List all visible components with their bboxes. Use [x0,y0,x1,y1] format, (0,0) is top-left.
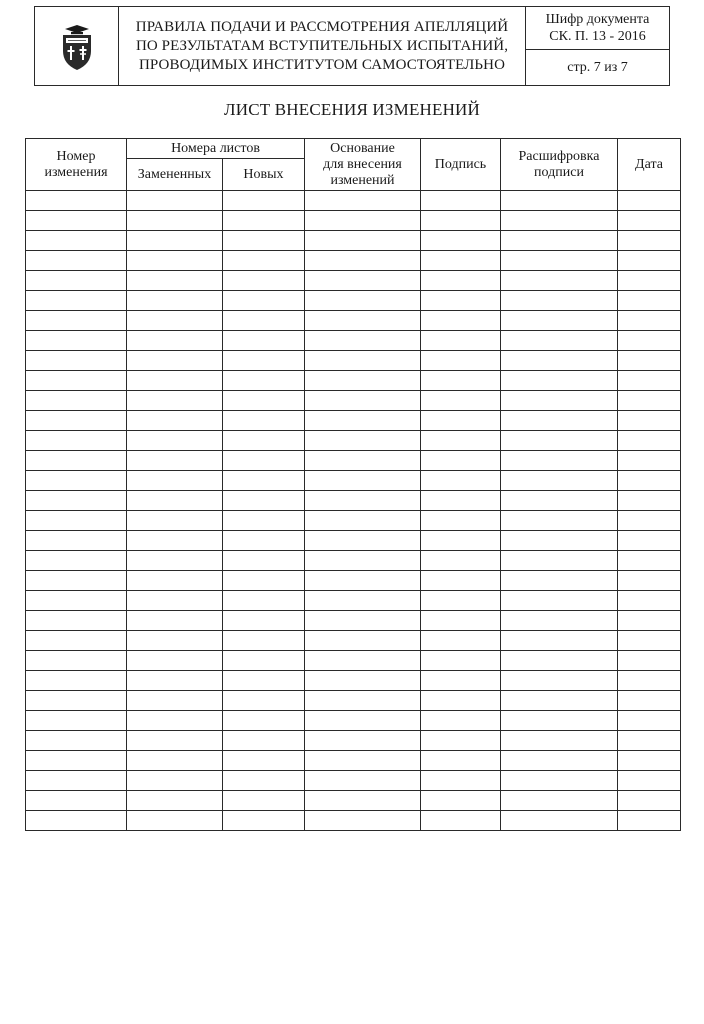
table-cell [223,351,305,371]
table-cell [421,371,501,391]
header-date: Дата [618,139,681,191]
header-change-number-line-1: Номер [56,148,96,164]
table-cell [618,411,681,431]
table-cell [421,451,501,471]
table-cell [127,811,223,831]
code-value: СК. П. 13 - 2016 [549,29,646,44]
table-cell [618,591,681,611]
table-cell [501,671,618,691]
table-cell [421,771,501,791]
table-cell [305,231,421,251]
document-title [119,7,526,85]
table-cell [618,311,681,331]
table-cell [26,791,127,811]
code-label: Шифр документа [545,12,650,27]
table-cell [223,731,305,751]
table-row [26,411,681,431]
table-cell [618,431,681,451]
table-cell [305,651,421,671]
table-cell [127,331,223,351]
table-cell [618,391,681,411]
title-line-1: ПРАВИЛА ПОДАЧИ И РАССМОТРЕНИЯ АПЕЛЛЯЦИЙ [135,18,509,35]
table-cell [305,191,421,211]
table-cell [305,531,421,551]
table-cell [305,571,421,591]
table-cell [501,331,618,351]
table-cell [421,491,501,511]
table-cell [223,711,305,731]
table-cell [223,191,305,211]
table-cell [501,371,618,391]
table-cell [618,371,681,391]
table-cell [305,491,421,511]
table-cell [501,591,618,611]
table-cell [223,531,305,551]
table-cell [421,211,501,231]
table-cell [501,711,618,731]
table-cell [501,571,618,591]
table-cell [26,591,127,611]
table-cell [618,771,681,791]
table-cell [26,231,127,251]
header-basis-line-1: Основание [330,140,395,156]
table-row [26,771,681,791]
table-cell [501,211,618,231]
table-cell [305,671,421,691]
table-cell [223,611,305,631]
table-cell [305,391,421,411]
table-cell [305,771,421,791]
table-cell [127,531,223,551]
table-cell [421,551,501,571]
table-cell [501,691,618,711]
table-cell [223,591,305,611]
table-cell [618,231,681,251]
table-cell [127,491,223,511]
table-cell [421,511,501,531]
table-cell [26,771,127,791]
table-cell [501,791,618,811]
header-decoding-line-2: подписи [534,164,584,180]
table-cell [421,791,501,811]
table-row [26,591,681,611]
table-row [26,611,681,631]
table-cell [305,311,421,331]
table-cell [26,651,127,671]
table-cell [618,631,681,651]
table-row [26,491,681,511]
table-cell [305,351,421,371]
table-cell [501,451,618,471]
table-cell [26,551,127,571]
table-cell [618,531,681,551]
table-cell [421,331,501,351]
table-cell [26,271,127,291]
table-cell [501,651,618,671]
table-cell [618,571,681,591]
table-cell [223,771,305,791]
table-cell [26,611,127,631]
table-cell [26,411,127,431]
table-cell [127,751,223,771]
table-cell [618,211,681,231]
table-cell [618,451,681,471]
table-cell [127,731,223,751]
table-cell [127,771,223,791]
table-cell [421,191,501,211]
table-cell [421,591,501,611]
table-cell [223,231,305,251]
table-cell [26,711,127,731]
table-cell [223,751,305,771]
table-cell [501,551,618,571]
table-cell [305,691,421,711]
table-cell [127,471,223,491]
document-header [34,6,670,86]
table-cell [305,211,421,231]
table-cell [421,431,501,451]
table-cell [305,631,421,651]
table-row [26,471,681,491]
table-cell [421,351,501,371]
table-cell [618,811,681,831]
table-cell [305,251,421,271]
table-cell [618,691,681,711]
table-row [26,651,681,671]
header-basis-line-3: изменений [330,172,395,188]
table-cell [501,231,618,251]
institute-emblem-icon [58,20,96,72]
table-cell [618,491,681,511]
table-row [26,351,681,371]
table-row [26,251,681,271]
table-cell [223,211,305,231]
table-cell [127,671,223,691]
changes-table [25,138,681,831]
table-row [26,711,681,731]
header-new: Новых [223,159,305,191]
table-cell [305,371,421,391]
table-cell [305,611,421,631]
table-row [26,271,681,291]
table-cell [618,251,681,271]
header-basis [305,139,421,191]
header-replaced: Замененных [127,159,223,191]
sheet-title: ЛИСТ ВНЕСЕНИЯ ИЗМЕНЕНИЙ [223,100,481,119]
table-cell [618,511,681,531]
table-cell [421,811,501,831]
table-cell [501,351,618,371]
table-cell [127,511,223,531]
table-cell [618,191,681,211]
table-cell [127,431,223,451]
table-cell [618,651,681,671]
table-cell [223,691,305,711]
table-cell [618,711,681,731]
table-cell [127,411,223,431]
table-cell [421,611,501,631]
table-cell [421,651,501,671]
table-cell [421,411,501,431]
table-row [26,691,681,711]
table-row [26,371,681,391]
table-cell [26,431,127,451]
title-line-3: ПРОВОДИМЫХ ИНСТИТУТОМ САМОСТОЯТЕЛЬНО [138,56,506,73]
table-cell [618,751,681,771]
table-cell [26,211,127,231]
table-cell [127,571,223,591]
changes-table-body [26,191,681,831]
table-cell [26,351,127,371]
table-cell [127,351,223,371]
table-cell [223,391,305,411]
table-row [26,531,681,551]
table-row [26,571,681,591]
table-cell [223,491,305,511]
table-cell [223,311,305,331]
table-cell [501,271,618,291]
table-cell [305,811,421,831]
table-cell [26,631,127,651]
table-cell [501,311,618,331]
table-cell [618,671,681,691]
table-row [26,671,681,691]
table-cell [26,371,127,391]
table-cell [421,271,501,291]
table-cell [127,211,223,231]
table-cell [305,791,421,811]
table-cell [501,491,618,511]
table-cell [421,671,501,691]
table-cell [305,291,421,311]
table-cell [26,491,127,511]
table-cell [223,791,305,811]
table-cell [223,571,305,591]
table-cell [26,451,127,471]
table-cell [618,611,681,631]
table-cell [127,251,223,271]
table-cell [26,571,127,591]
table-cell [501,731,618,751]
table-cell [127,711,223,731]
table-cell [223,671,305,691]
table-cell [127,311,223,331]
table-cell [421,631,501,651]
table-cell [127,631,223,651]
table-cell [127,591,223,611]
table-cell [223,251,305,271]
table-cell [223,431,305,451]
table-cell [223,271,305,291]
header-decoding [501,139,618,191]
table-cell [26,511,127,531]
table-cell [127,651,223,671]
table-cell [501,751,618,771]
table-cell [305,751,421,771]
table-cell [26,191,127,211]
table-cell [26,811,127,831]
table-cell [26,471,127,491]
table-cell [26,391,127,411]
table-cell [223,291,305,311]
table-cell [618,551,681,571]
table-cell [223,551,305,571]
table-cell [618,791,681,811]
table-row [26,231,681,251]
table-cell [305,471,421,491]
table-cell [305,511,421,531]
table-cell [501,191,618,211]
table-cell [421,251,501,271]
table-row [26,731,681,751]
table-cell [421,471,501,491]
table-cell [305,271,421,291]
header-basis-line-2: для внесения [323,156,402,172]
table-row [26,451,681,471]
table-cell [26,251,127,271]
header-sheet-numbers: Номера листов [127,139,305,159]
table-cell [127,191,223,211]
table-cell [421,751,501,771]
table-row [26,511,681,531]
table-cell [223,631,305,651]
table-cell [26,751,127,771]
logo-cell [35,7,119,85]
table-row [26,631,681,651]
table-row [26,791,681,811]
table-cell [305,431,421,451]
table-cell [501,511,618,531]
table-cell [501,291,618,311]
page-number: стр. 7 из 7 [567,59,628,75]
title-line-2: ПО РЕЗУЛЬТАТАМ ВСТУПИТЕЛЬНЫХ ИСПЫТАНИЙ, [135,37,509,54]
table-cell [618,351,681,371]
table-cell [223,471,305,491]
table-row [26,211,681,231]
table-cell [501,611,618,631]
table-cell [501,251,618,271]
table-row [26,191,681,211]
table-cell [421,531,501,551]
table-cell [421,391,501,411]
table-cell [501,431,618,451]
table-cell [421,231,501,251]
table-cell [618,291,681,311]
table-cell [501,411,618,431]
table-cell [421,311,501,331]
table-cell [127,291,223,311]
table-row [26,551,681,571]
table-cell [305,591,421,611]
table-cell [421,691,501,711]
table-row [26,751,681,771]
table-cell [223,811,305,831]
table-cell [501,811,618,831]
table-cell [127,451,223,471]
table-cell [618,331,681,351]
table-cell [26,291,127,311]
table-cell [305,711,421,731]
table-cell [305,331,421,351]
table-cell [421,291,501,311]
table-cell [127,371,223,391]
table-cell [618,731,681,751]
table-cell [501,771,618,791]
table-cell [421,731,501,751]
table-row [26,331,681,351]
table-cell [501,531,618,551]
table-cell [223,651,305,671]
table-row [26,431,681,451]
table-cell [26,531,127,551]
table-cell [305,731,421,751]
table-cell [618,471,681,491]
table-cell [223,331,305,351]
table-cell [223,511,305,531]
table-cell [223,371,305,391]
table-cell [305,551,421,571]
table-cell [127,551,223,571]
table-cell [127,691,223,711]
table-cell [127,611,223,631]
table-cell [127,391,223,411]
header-change-number-line-2: изменения [44,164,108,180]
table-cell [26,671,127,691]
table-cell [26,691,127,711]
table-cell [26,311,127,331]
document-code [526,7,669,50]
document-code-cell [526,7,669,85]
table-cell [501,471,618,491]
table-cell [305,411,421,431]
table-row [26,291,681,311]
table-cell [618,271,681,291]
table-cell [305,451,421,471]
table-row [26,811,681,831]
table-cell [421,711,501,731]
table-cell [127,231,223,251]
table-cell [26,731,127,751]
header-decoding-line-1: Расшифровка [518,148,600,164]
table-cell [421,571,501,591]
table-cell [127,271,223,291]
table-cell [223,411,305,431]
table-row [26,391,681,411]
table-row [26,311,681,331]
table-cell [501,391,618,411]
header-change-number [26,139,127,191]
table-cell [223,451,305,471]
header-signature: Подпись [421,139,501,191]
table-cell [26,331,127,351]
table-cell [501,631,618,651]
table-cell [127,791,223,811]
